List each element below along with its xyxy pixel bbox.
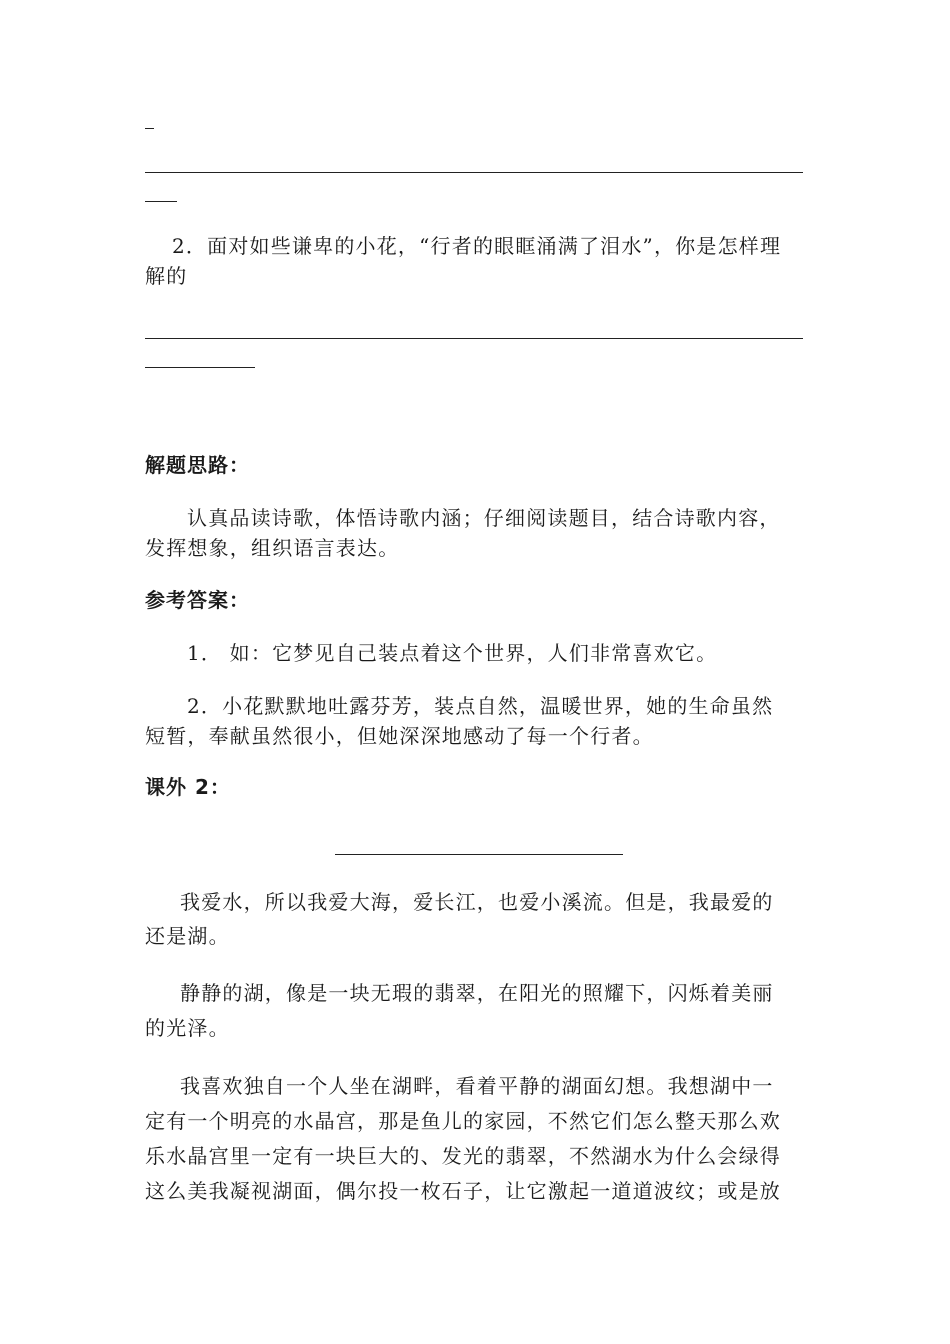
solution-line-1: 认真品读诗歌，体悟诗歌内涵；仔细阅读题目，结合诗歌内容， <box>187 506 781 530</box>
passage-p3-line-1: 我喜欢独自一个人坐在湖畔，看着平静的湖面幻想。我想湖中一 <box>180 1074 774 1098</box>
passage-p2-line-2: 的光泽。 <box>145 1016 230 1040</box>
title-blank-line <box>335 854 623 855</box>
answer-blank-line <box>145 367 255 368</box>
answer-heading: 参考答案： <box>145 588 250 612</box>
answer-blank-line <box>145 201 177 202</box>
passage-p3-line-3: 乐水晶宫里一定有一块巨大的、发光的翡翠，不然湖水为什么会绿得 <box>145 1144 781 1168</box>
passage-p2-line-1: 静静的湖，像是一块无瑕的翡翠，在阳光的照耀下，闪烁着美丽 <box>180 981 774 1005</box>
passage-p3-line-2: 定有一个明亮的水晶宫，那是鱼儿的家园，不然它们怎么整天那么欢 <box>145 1109 781 1133</box>
question-2-line-1: 2．面对如些谦卑的小花，“行者的眼眶涌满了泪水”，你是怎样理 <box>172 234 782 258</box>
answer-item-1: 1． 如：它梦见自己装点着这个世界，人们非常喜欢它。 <box>187 641 718 665</box>
answer-item-2-line-2: 短暂，奉献虽然很小，但她深深地感动了每一个行者。 <box>145 724 654 748</box>
answer-item-2-line-1: 2．小花默默地吐露芬芳，装点自然，温暖世界，她的生命虽然 <box>187 694 774 718</box>
passage-p3-line-4: 这么美我凝视湖面，偶尔投一枚石子，让它激起一道道波纹；或是放 <box>145 1179 781 1203</box>
answer-blank-dash <box>145 128 154 129</box>
passage-p1-line-1: 我爱水，所以我爱大海，爱长江，也爱小溪流。但是，我最爱的 <box>180 890 774 914</box>
passage-p1-line-2: 还是湖。 <box>145 924 230 948</box>
question-2-line-2: 解的 <box>145 264 188 288</box>
solution-heading: 解题思路： <box>145 453 250 477</box>
answer-blank-line <box>145 172 803 173</box>
extra-heading: 课外 2： <box>145 775 231 799</box>
solution-line-2: 发挥想象，组织语言表达。 <box>145 536 400 560</box>
answer-blank-line <box>145 338 803 339</box>
